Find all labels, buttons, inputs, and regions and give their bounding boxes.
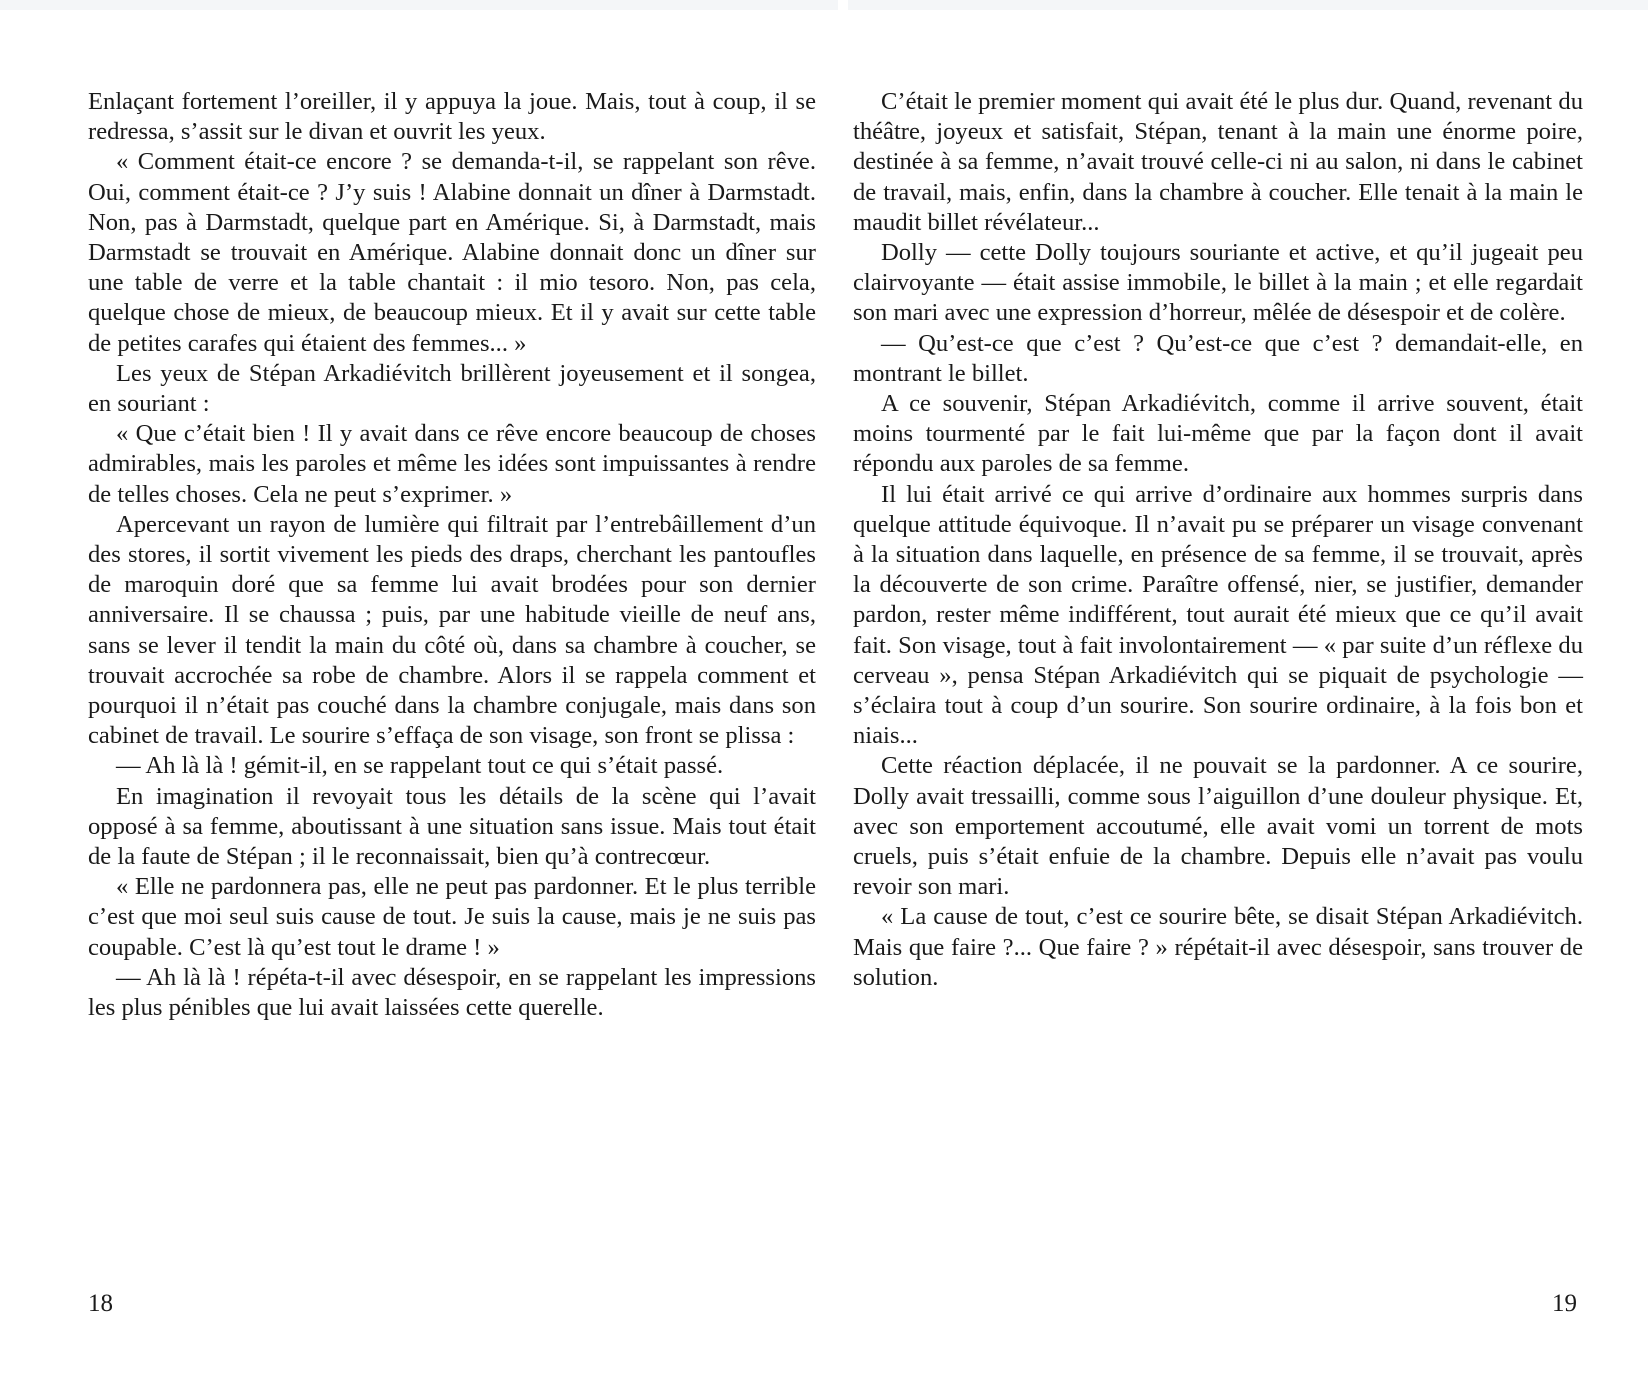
- paragraph: — Ah là là ! gémit-il, en se rappelant tout ce qui s’était passé.: [116, 752, 724, 780]
- paragraph: C’était le premier moment qui avait été le plus dur. Quand, revenant du théâtre, joyeux et satisfait, Stépan, tenant à la main une énorme poire, destinée à sa femme, n’avait trouvé celle-ci ni au salon, ni dans le cabinet de travail, mais, enfin, dans la chambre à coucher. Elle tenait à la main le maudit billet révélateur...: [853, 88, 1583, 236]
- left-page-text: [88, 87, 816, 1023]
- paragraph: Les yeux de Stépan Arkadiévitch brillèrent joyeusement et il songea, en souriant :: [88, 359, 816, 418]
- paragraph: — Qu’est-ce que c’est ? Qu’est-ce que c’est ? demandait-elle, en montrant le billet.: [853, 329, 1583, 387]
- paragraph: Cette réaction déplacée, il ne pouvait se la pardonner. A ce sourire, Dolly avait tressailli, comme sous l’aiguillon d’une douleur physique. Et, avec son emportement accoutumé, elle avait vomi un torrent de mots cruels, puis s’était enfuie de la chambre. Depuis elle n’avait pas voulu revoir son mari.: [853, 752, 1583, 901]
- page-number-left: 18: [88, 1290, 113, 1317]
- paragraph: « Comment était-ce encore ? se demanda-t-il, se rappelant son rêve. Oui, comment était-ce ? J’y suis ! Alabine donnait un dîner à Darmstadt. Non, pas à Darmstadt, quelque part en Amérique. Si, à Darmstadt, mais Darmstadt se trouvait en Amérique. Alabine donnait donc un dîner sur une table de verre et la table chantait : il mio tesoro. Non, pas cela, quelque chose de mieux, de beaucoup mieux. Et il y avait sur cette table de petites carafes qui étaient des femmes... »: [88, 148, 816, 357]
- paragraph: « Que c’était bien ! Il y avait dans ce rêve encore beaucoup de choses admirables, mais les paroles et même les idées sont impuissantes à rendre de telles choses. Cela ne peut s’exprimer. »: [88, 420, 816, 508]
- paragraph: A ce souvenir, Stépan Arkadiévitch, comme il arrive souvent, était moins tourmenté par le fait lui-même que par la façon dont il avait répondu aux paroles de sa femme.: [853, 390, 1583, 478]
- paragraph: « La cause de tout, c’est ce sourire bête, se disait Stépan Arkadiévitch. Mais que faire ?... Que faire ? » répétait-il avec désespoir, sans trouver de solution.: [853, 903, 1583, 991]
- paragraph: En imagination il revoyait tous les détails de la scène qui l’avait opposé à sa femme, aboutissant à une situation sans issue. Mais tout était de la faute de Stépan ; il le reconnaissait, bien qu’à contrecœur.: [88, 782, 816, 871]
- page-number-right: 19: [1552, 1290, 1577, 1317]
- paragraph: Il lui était arrivé ce qui arrive d’ordinaire aux hommes surpris dans quelque attitude équivoque. Il n’avait pu se préparer un visage convenant à la situation dans laquelle, en présence de sa femme, il se trouvait, après la découverte de son crime. Paraître offensé, nier, se justifier, demander pardon, rester même indifférent, tout aurait été mieux que ce qu’il avait fait. Son visage, tout à fait involontairement — « par suite d’un réflexe du cerveau », pensa Stépan Arkadiévitch qui se piquait de psychologie — s’éclaira tout à coup d’un sourire. Son sourire ordinaire, à la fois bon et niais...: [853, 480, 1583, 750]
- paragraph: Apercevant un rayon de lumière qui filtrait par l’entrebâillement d’un des stores, il sortit vivement les pieds des draps, cherchant les pantoufles de maroquin doré que sa femme lui avait brodées pour son dernier anniversaire. Il se chaussa ; puis, par une habitude vieille de neuf ans, sans se lever il tendit la main du côté où, dans sa chambre à coucher, se trouvait accrochée sa robe de chambre. Alors il se rappela comment et pourquoi il n’était pas couché dans la chambre conjugale, mais dans son cabinet de travail. Le sourire s’effaça de son visage, son front se plissa :: [88, 510, 816, 750]
- paragraph: Enlaçant fortement l’oreiller, il y appuya la joue. Mais, tout à coup, il se redressa, s’assit sur le divan et ouvrit les yeux.: [88, 88, 816, 146]
- right-page-text: [853, 87, 1583, 993]
- scan-edge: [0, 0, 1648, 10]
- paragraph: — Ah là là ! répéta-t-il avec désespoir, en se rappelant les impressions les plus pénibles que lui avait laissées cette querelle.: [88, 963, 816, 1022]
- paragraph: Dolly — cette Dolly toujours souriante et active, et qu’il jugeait peu clairvoyante — était assise immobile, le billet à la main ; et elle regardait son mari avec une expression d’horreur, mêlée de désespoir et de colère.: [853, 239, 1583, 327]
- paragraph: « Elle ne pardonnera pas, elle ne peut pas pardonner. Et le plus terrible c’est que moi seul suis cause de tout. Je suis la cause, mais je ne suis pas coupable. C’est là qu’est tout le drame ! »: [88, 873, 816, 961]
